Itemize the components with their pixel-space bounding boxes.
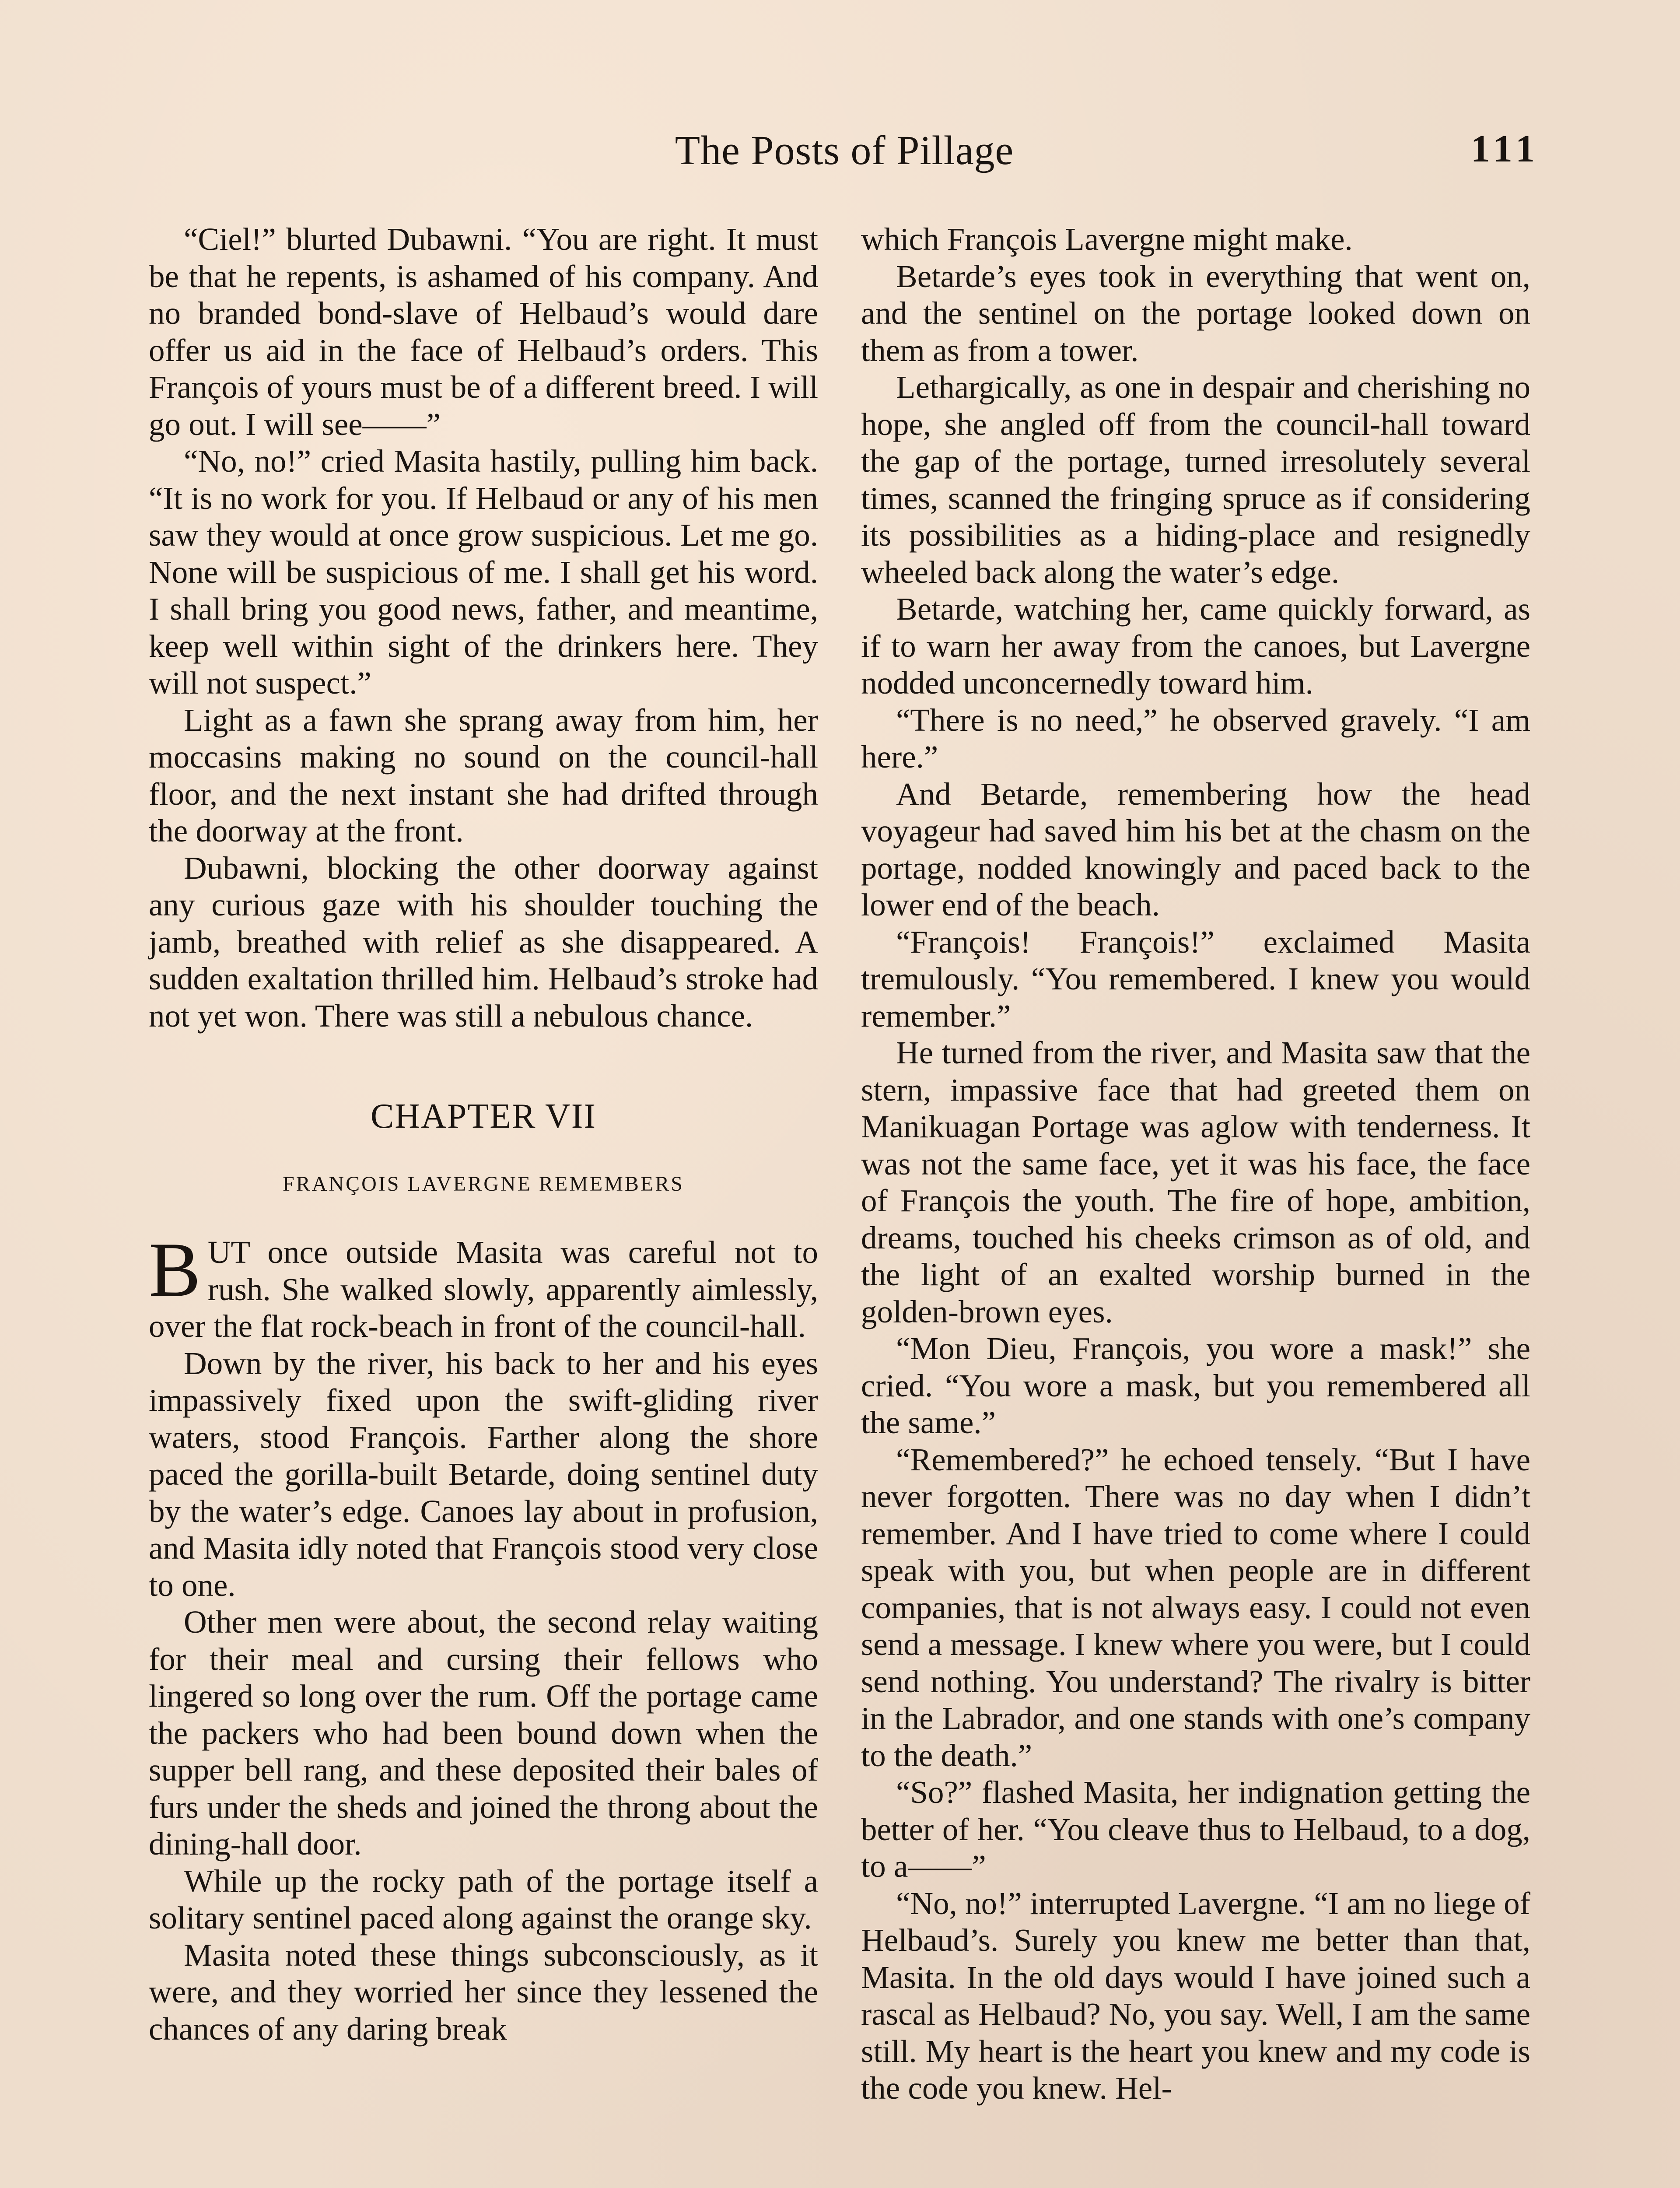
drop-cap: B: [149, 1226, 201, 1313]
paragraph: Masita noted these things subconsciously, as it were, and they worried her since they lessened the chances of any daring break: [149, 1937, 818, 2047]
paragraph-text: UT once outside Masita was careful not to rush. She walked slowly, apparently aimlessly, over the flat rock-beach in front of the council-hall.: [149, 1234, 818, 1344]
left-column: [149, 221, 818, 2048]
chapter-title: FRANÇOIS LAVERGNE REMEMBERS: [283, 1172, 684, 1196]
paragraph: Lethargically, as one in despair and cherishing no hope, she angled off from the council-hall toward the gap of the portage, turned irresolutely several times, scanned the fringing spruce as if considering its possibilities as a hiding-place and resignedly wheeled back along the water’s edge.: [861, 369, 1530, 590]
paragraph: Betarde’s eyes took in everything that went on, and the sentinel on the portage looked down on them as from a tower.: [861, 258, 1530, 368]
paragraph: “So?” flashed Masita, her indignation getting the better of her. “You cleave thus to Helbaud, to a dog, to a——”: [861, 1774, 1530, 1884]
paragraph: Betarde, watching her, came quickly forward, as if to warn her away from the canoes, but Lavergne nodded unconcernedly toward him.: [861, 591, 1530, 701]
right-column: [861, 221, 1530, 2107]
paragraph: “Remembered?” he echoed tensely. “But I have never forgotten. There was no day when I didn’t remember. And I have tried to come where I could speak with you, but when people are in different companies, that is not always easy. I could not even send a message. I knew where you were, but I could send nothing. You understand? The rivalry is bitter in the Labrador, and one stands with one’s company to the death.”: [861, 1441, 1530, 1773]
page-number: 111: [1470, 128, 1540, 170]
paragraph: Other men were about, the second relay waiting for their meal and cursing their fellows who lingered so long over the rum. Off the portage came the packers who had been bound down when the supper bell rang, and these deposited their bales of furs under the sheds and joined the throng about the dining-hall door.: [149, 1604, 818, 1862]
paragraph: Dubawni, blocking the other doorway against any curious gaze with his shoulder touching the jamb, breathed with relief as she disappeared. A sudden exaltation thrilled him. Helbaud’s stroke had not yet won. There was still a nebulous chance.: [149, 850, 818, 1034]
paragraph: Down by the river, his back to her and his eyes impassively fixed upon the swift-gliding river waters, stood François. Farther along the shore paced the gorilla-built Betarde, doing sentinel duty by the water’s edge. Canoes lay about in profusion, and Masita idly noted that François stood very close to one.: [149, 1345, 818, 1603]
paragraph-continued: which François Lavergne might make.: [861, 221, 1353, 257]
paragraph: “Ciel!” blurted Dubawni. “You are right. It must be that he repents, is ashamed of his company. And no branded bond-slave of Helbaud’s would dare offer us aid in the face of Helbaud’s orders. This François of yours must be of a different breed. I will go out. I will see——”: [149, 221, 818, 442]
paragraph: “No, no!” cried Masita hastily, pulling him back. “It is no work for you. If Helbaud or any of his men saw they would at once grow suspicious. Let me go. None will be suspicious of me. I shall get his word. I shall bring you good news, father, and meantime, keep well within sight of the drinkers here. They will not suspect.”: [149, 443, 818, 701]
paragraph: He turned from the river, and Masita saw that the stern, impassive face that had greeted them on Manikuagan Portage was aglow with tenderness. It was not the same face, yet it was his face, the face of François the youth. The fire of hope, ambition, dreams, touched his cheeks crimson as of old, and the light of an exalted worship burned in the golden-brown eyes.: [861, 1035, 1530, 1329]
paragraph: While up the rocky path of the portage itself a solitary sentinel paced along against the orange sky.: [149, 1863, 818, 1936]
paragraph: “Mon Dieu, François, you wore a mask!” she cried. “You wore a mask, but you remembered all the same.”: [861, 1331, 1530, 1440]
running-header: [149, 127, 1540, 179]
chapter-opening-paragraph: [149, 1226, 818, 1345]
paragraph: Light as a fawn she sprang away from him, her moccasins making no sound on the council-hall floor, and the next instant she had drifted through the doorway at the front.: [149, 702, 818, 849]
paragraph: And Betarde, remembering how the head voyageur had saved him his bet at the chasm on the portage, nodded knowingly and paced back to the lower end of the beach.: [861, 776, 1530, 922]
chapter-number: CHAPTER VII: [370, 1097, 597, 1136]
paragraph: “François! François!” exclaimed Masita tremulously. “You remembered. I knew you would remember.”: [861, 924, 1530, 1034]
running-title: The Posts of Pillage: [675, 128, 1014, 173]
paragraph: “No, no!” interrupted Lavergne. “I am no liege of Helbaud’s. Surely you knew me better than that, Masita. In the old days would I have joined such a rascal as Helbaud? No, you say. Well, I am the same still. My heart is the heart you knew and my code is the code you knew. Hel-: [861, 1885, 1530, 2106]
paragraph: “There is no need,” he observed gravely. “I am here.”: [861, 702, 1530, 775]
